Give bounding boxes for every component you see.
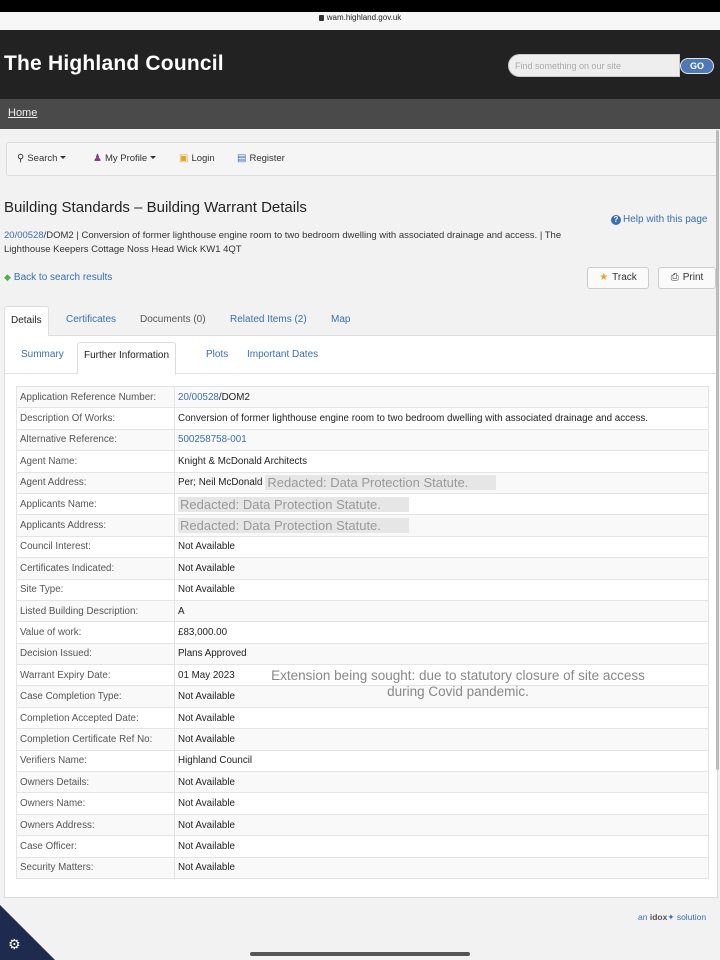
sub-tabs bbox=[5, 336, 717, 374]
table-row bbox=[17, 836, 709, 857]
table-row bbox=[17, 515, 709, 536]
breadcrumb-bar bbox=[0, 99, 720, 129]
reference-link[interactable]: 20/00528 bbox=[4, 230, 44, 241]
row-label: Alternative Reference: bbox=[17, 429, 175, 450]
value-text: Not Available bbox=[178, 712, 236, 724]
value-text: Not Available bbox=[178, 862, 236, 874]
row-label: Warrant Expiry Date: bbox=[17, 665, 175, 686]
value-text: £83,000.00 bbox=[178, 626, 228, 638]
table-row bbox=[17, 429, 709, 450]
arrow-left-icon: ◆ bbox=[4, 272, 11, 282]
row-label: Agent Name: bbox=[17, 451, 175, 472]
row-value bbox=[175, 643, 709, 664]
value-text: Not Available bbox=[178, 541, 236, 553]
table-row bbox=[17, 793, 709, 814]
value-link[interactable]: 500258758-001 bbox=[178, 434, 247, 446]
tab-related-items[interactable]: Related Items (2) bbox=[230, 314, 307, 325]
redaction-box: Redacted: Data Protection Statute. bbox=[265, 475, 496, 490]
row-value bbox=[175, 558, 709, 579]
value-text: Not Available bbox=[178, 562, 236, 574]
table-row bbox=[17, 451, 709, 472]
row-value bbox=[175, 408, 709, 429]
value-text: Not Available bbox=[178, 840, 236, 852]
site-search-input[interactable] bbox=[508, 54, 680, 77]
table-row bbox=[17, 472, 709, 493]
row-value bbox=[175, 814, 709, 835]
row-value bbox=[175, 429, 709, 450]
value-text: Not Available bbox=[178, 584, 236, 596]
print-button[interactable]: ⎙ Print bbox=[658, 267, 716, 289]
question-icon: ? bbox=[611, 215, 621, 225]
value-text: Highland Council bbox=[178, 755, 253, 767]
back-to-results-link[interactable]: ◆ Back to search results bbox=[4, 272, 113, 283]
subtab-plots[interactable]: Plots bbox=[206, 349, 229, 360]
redaction-box: Redacted: Data Protection Statute. bbox=[178, 497, 409, 512]
table-row bbox=[17, 600, 709, 621]
url-text: wam.highland.gov.uk bbox=[326, 13, 402, 22]
value-text: Not Available bbox=[178, 819, 236, 831]
value-text: Not Available bbox=[178, 733, 236, 745]
summary-text: /DOM2 | Conversion of former lighthouse engine room to two bedroom dwelling with associated drainage and access. | The Lighthouse Keepers Cottage Noss Head Wick KW1 4QT bbox=[4, 230, 562, 255]
site-title[interactable]: The Highland Council bbox=[4, 52, 224, 75]
search-icon: ⚲ bbox=[17, 153, 25, 164]
row-value bbox=[175, 600, 709, 621]
row-value bbox=[175, 579, 709, 600]
row-label: Certificates Indicated: bbox=[17, 558, 175, 579]
table-row bbox=[17, 857, 709, 878]
row-value bbox=[175, 836, 709, 857]
application-summary bbox=[4, 229, 594, 257]
row-label: Owners Details: bbox=[17, 772, 175, 793]
home-indicator bbox=[250, 952, 470, 956]
row-value bbox=[175, 857, 709, 878]
toolbar bbox=[6, 142, 718, 176]
tab-documents[interactable]: Documents (0) bbox=[140, 314, 206, 325]
gear-icon[interactable]: ⚙ bbox=[8, 936, 21, 952]
row-value bbox=[175, 750, 709, 771]
row-label: Listed Building Description: bbox=[17, 600, 175, 621]
row-value bbox=[175, 707, 709, 728]
scrollbar[interactable] bbox=[716, 130, 719, 770]
user-icon: ♟ bbox=[93, 153, 102, 164]
row-label: Application Reference Number: bbox=[17, 387, 175, 408]
table-row bbox=[17, 643, 709, 664]
value-text: 01 May 2023 bbox=[178, 669, 235, 681]
table-row bbox=[17, 493, 709, 514]
row-value bbox=[175, 493, 709, 514]
lock-icon: ▣ bbox=[179, 153, 189, 164]
register-link[interactable]: ▤ Register bbox=[237, 153, 285, 164]
row-label: Case Officer: bbox=[17, 836, 175, 857]
table-row bbox=[17, 579, 709, 600]
table-row bbox=[17, 814, 709, 835]
tab-map[interactable]: Map bbox=[331, 314, 351, 325]
table-row bbox=[17, 536, 709, 557]
my-profile-menu[interactable]: ♟ My Profile bbox=[93, 153, 156, 164]
row-value bbox=[175, 536, 709, 557]
row-label: Value of work: bbox=[17, 622, 175, 643]
table-row bbox=[17, 408, 709, 429]
row-label: Security Matters: bbox=[17, 857, 175, 878]
row-label: Owners Address: bbox=[17, 814, 175, 835]
tab-certificates[interactable]: Certificates bbox=[66, 314, 117, 325]
redaction-box: Redacted: Data Protection Statute. bbox=[178, 518, 409, 533]
login-link[interactable]: ▣ Login bbox=[179, 153, 215, 164]
star-logo-icon: ✦ bbox=[667, 912, 675, 922]
row-value bbox=[175, 472, 709, 493]
idox-footer[interactable]: an idox✦ solution bbox=[638, 912, 707, 922]
row-value bbox=[175, 729, 709, 750]
table-row bbox=[17, 387, 709, 408]
home-link[interactable]: Home bbox=[8, 107, 38, 119]
value-text: Knight & McDonald Architects bbox=[178, 455, 308, 467]
subtab-further-information[interactable]: Further Information bbox=[77, 342, 176, 375]
value-text: Not Available bbox=[178, 798, 236, 810]
lock-icon bbox=[319, 15, 324, 21]
go-button[interactable]: GO bbox=[680, 58, 714, 74]
row-label: Completion Accepted Date: bbox=[17, 707, 175, 728]
value-text: Not Available bbox=[178, 776, 236, 788]
browser-bar bbox=[0, 0, 720, 30]
table-row bbox=[17, 707, 709, 728]
row-value bbox=[175, 622, 709, 643]
value-text: Plans Approved bbox=[178, 648, 247, 660]
id-card-icon: ▤ bbox=[237, 153, 247, 164]
table-row bbox=[17, 772, 709, 793]
value-text: /DOM2 bbox=[218, 391, 250, 403]
idox-logo: idox bbox=[649, 912, 668, 922]
url-bar[interactable] bbox=[0, 13, 720, 22]
site-header bbox=[0, 30, 720, 99]
row-value bbox=[175, 793, 709, 814]
subtab-summary[interactable]: Summary bbox=[21, 349, 64, 360]
track-button[interactable]: ★ Track bbox=[587, 267, 649, 289]
value-text: Not Available bbox=[178, 691, 236, 703]
row-value bbox=[175, 451, 709, 472]
page-title: Building Standards – Building Warrant Details bbox=[4, 199, 307, 216]
table-row bbox=[17, 558, 709, 579]
details-table bbox=[16, 386, 709, 879]
help-link[interactable]: ? Help with this page bbox=[611, 214, 708, 225]
details-panel bbox=[4, 336, 718, 898]
row-value bbox=[175, 515, 709, 536]
value-text: Conversion of former lighthouse engine room to two bedroom dwelling with associated drainage and access. bbox=[178, 413, 648, 425]
chevron-down-icon bbox=[150, 156, 156, 159]
value-text: A bbox=[178, 605, 185, 617]
row-label: Council Interest: bbox=[17, 536, 175, 557]
value-link[interactable]: 20/00528 bbox=[178, 391, 219, 403]
table-row bbox=[17, 729, 709, 750]
row-label: Completion Certificate Ref No: bbox=[17, 729, 175, 750]
row-label: Decision Issued: bbox=[17, 643, 175, 664]
row-label: Case Completion Type: bbox=[17, 686, 175, 707]
star-icon: ★ bbox=[599, 272, 609, 283]
row-label: Applicants Address: bbox=[17, 515, 175, 536]
printer-icon: ⎙ bbox=[670, 272, 679, 283]
main-tabs bbox=[4, 306, 718, 336]
value-text: Per; Neil McDonald bbox=[178, 477, 263, 489]
table-row bbox=[17, 622, 709, 643]
tab-details[interactable]: Details bbox=[4, 306, 49, 337]
subtab-important-dates[interactable]: Important Dates bbox=[247, 349, 319, 360]
search-menu[interactable]: ⚲ Search bbox=[17, 153, 66, 164]
row-label: Site Type: bbox=[17, 579, 175, 600]
row-value bbox=[175, 772, 709, 793]
table-row bbox=[17, 750, 709, 771]
row-label: Agent Address: bbox=[17, 472, 175, 493]
chevron-down-icon bbox=[60, 156, 66, 159]
row-label: Applicants Name: bbox=[17, 493, 175, 514]
extension-annotation: Extension being sought: due to statutory closure of site access during Covid pandemic. bbox=[271, 668, 645, 699]
row-label: Description Of Works: bbox=[17, 408, 175, 429]
row-value bbox=[175, 387, 709, 408]
row-label: Owners Name: bbox=[17, 793, 175, 814]
row-label: Verifiers Name: bbox=[17, 750, 175, 771]
